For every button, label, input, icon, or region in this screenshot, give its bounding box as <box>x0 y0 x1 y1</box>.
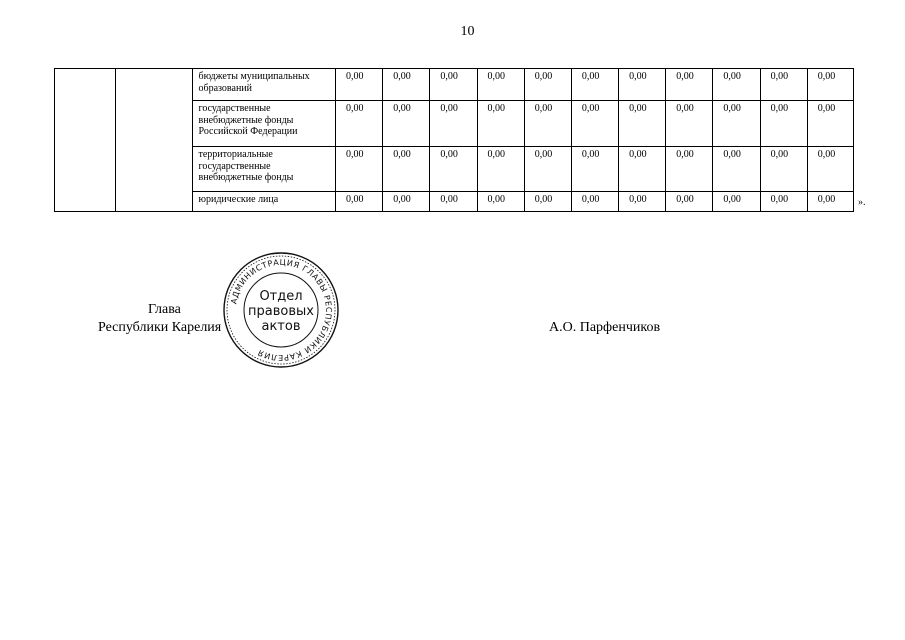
value-cell: 0,00 <box>524 101 571 147</box>
value-cell: 0,00 <box>477 147 524 192</box>
value-cell: 0,00 <box>477 69 524 101</box>
funding-source-label: бюджеты муниципальных образований <box>192 69 336 101</box>
value-cell: 0,00 <box>336 192 383 212</box>
value-cell: 0,00 <box>713 101 760 147</box>
value-cell: 0,00 <box>807 101 853 147</box>
value-cell: 0,00 <box>760 147 807 192</box>
value-cell: 0,00 <box>571 192 618 212</box>
value-cell: 0,00 <box>430 147 477 192</box>
value-cell: 0,00 <box>713 69 760 101</box>
value-cell: 0,00 <box>571 101 618 147</box>
value-cell: 0,00 <box>713 192 760 212</box>
value-cell: 0,00 <box>760 192 807 212</box>
value-cell: 0,00 <box>430 69 477 101</box>
funding-source-label: юридические лица <box>192 192 336 212</box>
value-cell: 0,00 <box>524 192 571 212</box>
official-stamp <box>221 250 341 370</box>
stamp-ring-text: АДМИНИСТРАЦИЯ ГЛАВЫ РЕСПУБЛИКИ КАРЕЛИЯ <box>229 257 334 363</box>
stamp-center-line-1: Отдел <box>259 289 303 304</box>
value-cell: 0,00 <box>571 69 618 101</box>
value-cell: 0,00 <box>666 101 713 147</box>
closing-quote-mark: ». <box>858 197 866 208</box>
value-cell: 0,00 <box>666 192 713 212</box>
signer-organization: Республики Карелия <box>98 320 222 335</box>
value-cell: 0,00 <box>524 147 571 192</box>
value-cell: 0,00 <box>383 69 430 101</box>
value-cell: 0,00 <box>477 192 524 212</box>
empty-merged-cell-1 <box>55 69 116 212</box>
stamp-seal-graphic <box>221 250 341 370</box>
funding-source-label: территориальные государственные внебюджетные фонды <box>192 147 336 192</box>
value-cell: 0,00 <box>713 147 760 192</box>
value-cell: 0,00 <box>760 69 807 101</box>
value-cell: 0,00 <box>336 147 383 192</box>
value-cell: 0,00 <box>383 192 430 212</box>
value-cell: 0,00 <box>571 147 618 192</box>
value-cell: 0,00 <box>666 69 713 101</box>
value-cell: 0,00 <box>430 192 477 212</box>
value-cell: 0,00 <box>807 147 853 192</box>
value-cell: 0,00 <box>477 101 524 147</box>
value-cell: 0,00 <box>807 192 853 212</box>
value-cell: 0,00 <box>383 147 430 192</box>
value-cell: 0,00 <box>383 101 430 147</box>
empty-merged-cell-2 <box>116 69 192 212</box>
value-cell: 0,00 <box>336 101 383 147</box>
funding-source-label: государственные внебюджетные фонды Российской Федерации <box>192 101 336 147</box>
value-cell: 0,00 <box>336 69 383 101</box>
stamp-center-line-3: актов <box>261 319 301 334</box>
table-body <box>55 69 854 212</box>
value-cell: 0,00 <box>666 147 713 192</box>
value-cell: 0,00 <box>619 101 666 147</box>
signer-title: Глава <box>148 302 181 317</box>
table-row <box>55 69 854 101</box>
budget-table <box>54 68 854 212</box>
value-cell: 0,00 <box>619 147 666 192</box>
value-cell: 0,00 <box>619 192 666 212</box>
signer-name: А.О. Парфенчиков <box>549 320 661 335</box>
page-number: 10 <box>460 24 475 39</box>
value-cell: 0,00 <box>807 69 853 101</box>
stamp-center-line-2: правовых <box>248 304 314 319</box>
value-cell: 0,00 <box>524 69 571 101</box>
value-cell: 0,00 <box>619 69 666 101</box>
value-cell: 0,00 <box>430 101 477 147</box>
value-cell: 0,00 <box>760 101 807 147</box>
